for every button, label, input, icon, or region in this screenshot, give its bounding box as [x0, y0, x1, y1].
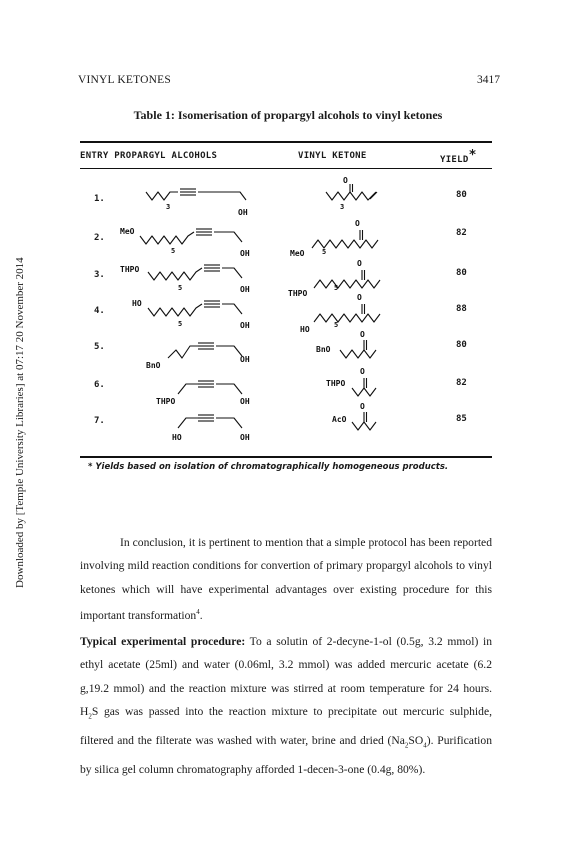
label-meo: MeO	[120, 227, 135, 236]
procedure-heading: Typical experimental procedure:	[80, 635, 246, 648]
paragraph-procedure: Typical experimental procedure: To a solutin of 2-decyne-1-ol (0.5g, 3.2 mmol) in ethyl acetate (25ml) and water (0.06ml, 3.2 mmol) was added mercuric acetate (6.2 g,19.2 mmol) and the reaction mixture was stirred at room temperature for 24 hours. $H_2S$ gas was passed into the reaction mixture to precipitate out mercuric sulphide, filtered and the filterate was washed with water, brine and dried $(Na_2SO_4)$. Purification by silica gel column chromatography afforded 1-decen-3-one (0.4g, 80%).	[80, 635, 492, 776]
table-bottom-rule	[80, 456, 492, 458]
label-n: 5	[178, 284, 183, 292]
label-n: 3	[166, 203, 171, 211]
table-footnote: * Yields based on isolation of chromatographically homogeneous products.	[88, 462, 449, 472]
running-head: VINYL KETONES	[78, 74, 171, 86]
label-ho: HO	[132, 299, 142, 308]
structure-1-alcohol	[146, 189, 246, 200]
entry-number: 3.	[94, 270, 105, 280]
label-n: 5	[322, 248, 327, 256]
label-bno: BnO	[146, 361, 161, 370]
download-watermark: Downloaded by [Temple University Libraries] at 07:17 20 November 2014	[14, 257, 26, 588]
structure-1-ketone	[326, 184, 377, 200]
label-meo: MeO	[290, 249, 305, 258]
reference-superscript: 4	[196, 608, 200, 617]
label-oh: OH	[238, 208, 248, 217]
label-o: O	[357, 293, 362, 302]
yield-value: 85	[456, 414, 467, 424]
header-entry-propargyl: ENTRY PROPARGYL ALCOHOLS	[80, 151, 218, 161]
structure-2-alcohol	[140, 229, 242, 244]
header-vinyl-ketone: VINYL KETONE	[298, 151, 367, 161]
entry-number: 7.	[94, 416, 105, 426]
entry-number: 6.	[94, 380, 105, 390]
entry-number: 4.	[94, 306, 105, 316]
label-oh: OH	[240, 249, 250, 258]
yield-value: 82	[456, 228, 467, 238]
yield-value: 82	[456, 378, 467, 388]
structure-7-ketone	[352, 412, 376, 430]
label-thpo: THPO	[120, 265, 140, 274]
structure-5-alcohol	[168, 343, 242, 358]
label-oh: OH	[240, 355, 250, 364]
header-yield: YIELD*	[440, 148, 477, 165]
structure-7-alcohol	[178, 415, 242, 428]
yield-asterisk: *	[468, 148, 477, 163]
label-n: 5	[334, 321, 339, 329]
label-o: O	[360, 330, 365, 339]
entry-number: 5.	[94, 342, 105, 352]
label-bno: BnO	[316, 345, 331, 354]
label-n: 5	[178, 320, 183, 328]
paragraph-conclusion: In conclusion, it is pertinent to mention that a simple protocol has been reported involving mild reaction conditions for convertion of primary propargyl alcohols to vinyl ketones which will have experimental advantages over existing procedure for this important transformation$^4$.	[80, 536, 492, 623]
label-o: O	[360, 367, 365, 376]
structure-5-ketone	[340, 340, 376, 358]
label-oh: OH	[240, 433, 250, 442]
label-o: O	[355, 219, 360, 228]
structure-3-alcohol	[148, 265, 242, 280]
structure-6-ketone	[352, 378, 376, 396]
yield-value: 80	[456, 268, 467, 278]
label-oh: OH	[240, 321, 250, 330]
label-oh: OH	[240, 397, 250, 406]
yield-value: 80	[456, 190, 467, 200]
yield-value: 80	[456, 340, 467, 350]
label-thpo: THPO	[326, 379, 346, 388]
entry-number: 2.	[94, 233, 105, 243]
label-ho: HO	[172, 433, 182, 442]
label-n: 3	[340, 203, 345, 211]
page-number: 3417	[477, 74, 500, 86]
label-n: 5	[334, 284, 339, 292]
label-ho: HO	[300, 325, 310, 334]
yield-value: 88	[456, 304, 467, 314]
structure-2-ketone	[312, 230, 378, 248]
structure-6-alcohol	[178, 381, 242, 394]
table-title: Table 1: Isomerisation of propargyl alcohols to vinyl ketones	[133, 108, 443, 122]
label-aco: AcO	[332, 415, 347, 424]
entry-number: 1.	[94, 194, 105, 204]
label-thpo: THPO	[156, 397, 176, 406]
label-n: 5	[171, 247, 176, 255]
label-o: O	[357, 259, 362, 268]
structure-4-alcohol	[148, 301, 242, 316]
label-oh: OH	[240, 285, 250, 294]
label-o: O	[343, 176, 348, 185]
label-thpo: THPO	[288, 289, 308, 298]
structure-3-ketone	[314, 270, 380, 288]
label-o: O	[360, 402, 365, 411]
structure-4-ketone	[314, 304, 380, 322]
